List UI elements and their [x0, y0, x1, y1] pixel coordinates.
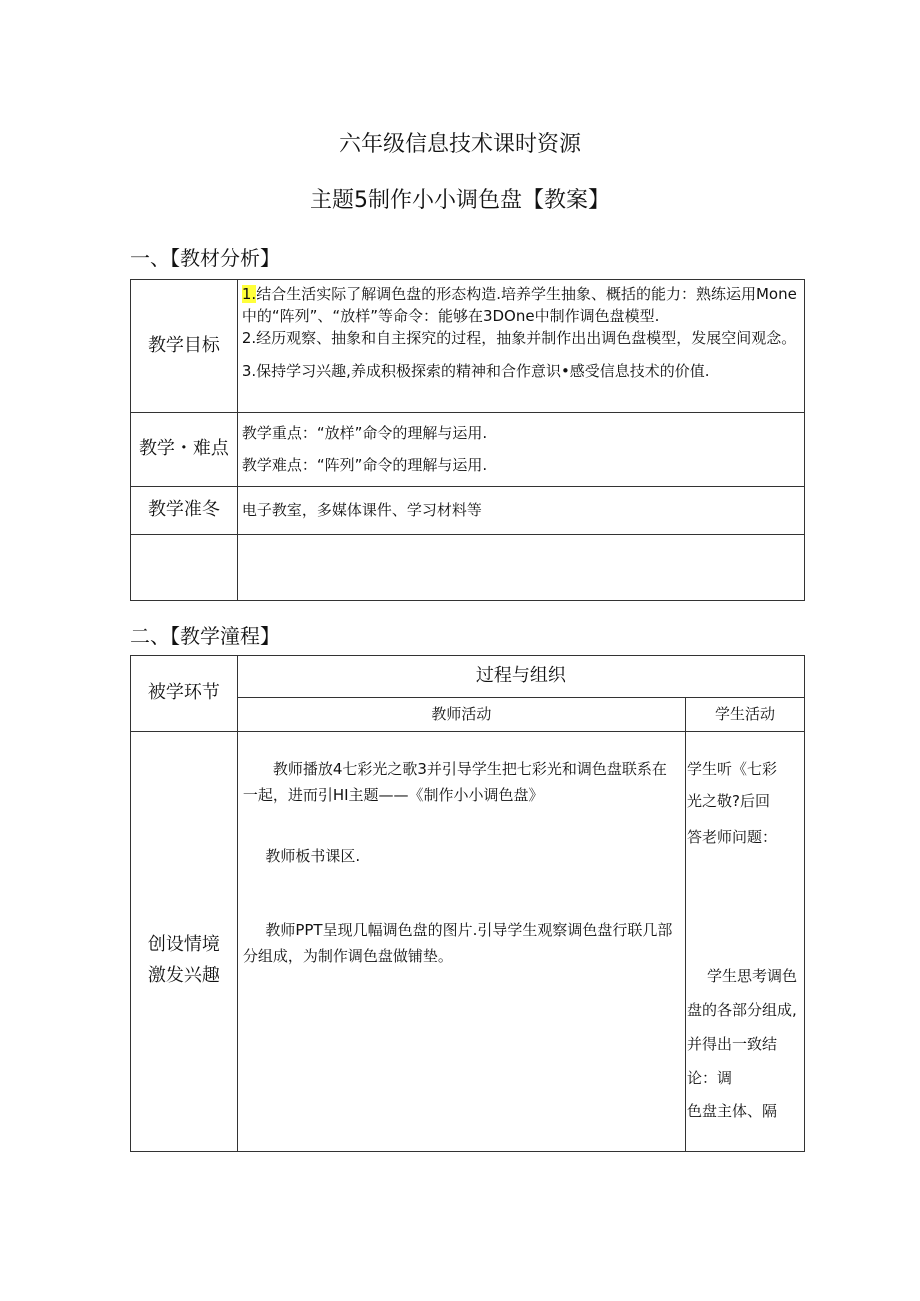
- keypoints-row: [131, 413, 805, 487]
- page-title: 六年级信息技术课时资源: [338, 132, 581, 157]
- stage-line1: 创设情境: [147, 934, 220, 955]
- student-line: 光之敬?后回: [687, 791, 770, 810]
- student-activity-cell: [686, 732, 805, 1152]
- goals-line3: 3.保持学习兴趣,养成积极探索的精神和合作意识•感受信息技术的价值.: [241, 362, 710, 381]
- process-header-row: [131, 656, 805, 698]
- goals-marker: 1.: [241, 285, 257, 303]
- student-line: 盘的各部分组成,: [687, 1001, 797, 1019]
- goals-row: [131, 280, 805, 413]
- goals-line1: 1.结合生活实际了解调色盘的形态构造.培养学生抽象、概括的能力：熟练运用Mone中的“阵列”、“放样”等命令：能够在3DOne中制作调色盘模型.: [241, 285, 797, 325]
- student-line: 学生听《七彩: [687, 760, 778, 778]
- teacher-paragraph-3: 教师PPT呈现几幅调色盘的图片.引导学生观察调色盘行联几部分组成，为制作调色盘做铺垫。: [242, 920, 673, 965]
- goals-content: [237, 280, 804, 413]
- student-line: 并得出一致结: [687, 1034, 778, 1053]
- prep-content: 电子教室，多媒体课件、学习材料等: [237, 487, 804, 535]
- stage-cell: [131, 732, 238, 1152]
- student-line: 论：调: [687, 1068, 733, 1087]
- process-row-1: [131, 732, 805, 1152]
- prep-row: [131, 487, 805, 535]
- section-heading-analysis: 一、【教材分析】: [130, 246, 280, 270]
- goals-line2: 2.经历观察、抽象和自主探究的过程，抽象并制作出出调色盘模型，发展空间观念。: [241, 328, 797, 347]
- empty-cell-left: [131, 535, 238, 601]
- section-heading-process: 二、【教学潼程】: [130, 624, 280, 648]
- student-line: 答老师问题：: [687, 827, 778, 846]
- teacher-paragraph-1: 教师播放4七彩光之歌3并引导学生把七彩光和调色盘联系在一起，进而引HI主题——《制作小小调色盘》: [242, 760, 667, 805]
- keypoints-label: 教学・难点: [131, 413, 238, 487]
- student-line: 学生思考调色: [707, 967, 798, 986]
- stage-line2: 激发兴趣: [147, 964, 220, 986]
- keypoint-line: 教学重点：“放样”命令的理解与运用.: [241, 424, 488, 442]
- keypoints-content: [237, 413, 804, 487]
- stage-header: 被学环节: [131, 656, 238, 732]
- student-line: 色盘主体、隔: [687, 1102, 778, 1121]
- analysis-table: [130, 279, 805, 601]
- goals-label: 教学目标: [131, 280, 238, 413]
- prep-label: 教学准冬: [131, 487, 238, 535]
- empty-cell-right: [237, 535, 804, 601]
- process-header: 过程与组织: [237, 656, 804, 698]
- page-subtitle: 主题5制作小小调色盘【教案】: [310, 188, 610, 213]
- teacher-paragraph-2: 教师板书课区.: [265, 846, 361, 865]
- student-activity-header: 学生活动: [686, 698, 805, 732]
- process-table: [130, 655, 805, 1152]
- teacher-activity-header: 教师活动: [237, 698, 685, 732]
- empty-row: [131, 535, 805, 601]
- difficulty-line: 教学难点：“阵列”命令的理解与运用.: [241, 455, 488, 474]
- teacher-activity-cell: [237, 732, 685, 1152]
